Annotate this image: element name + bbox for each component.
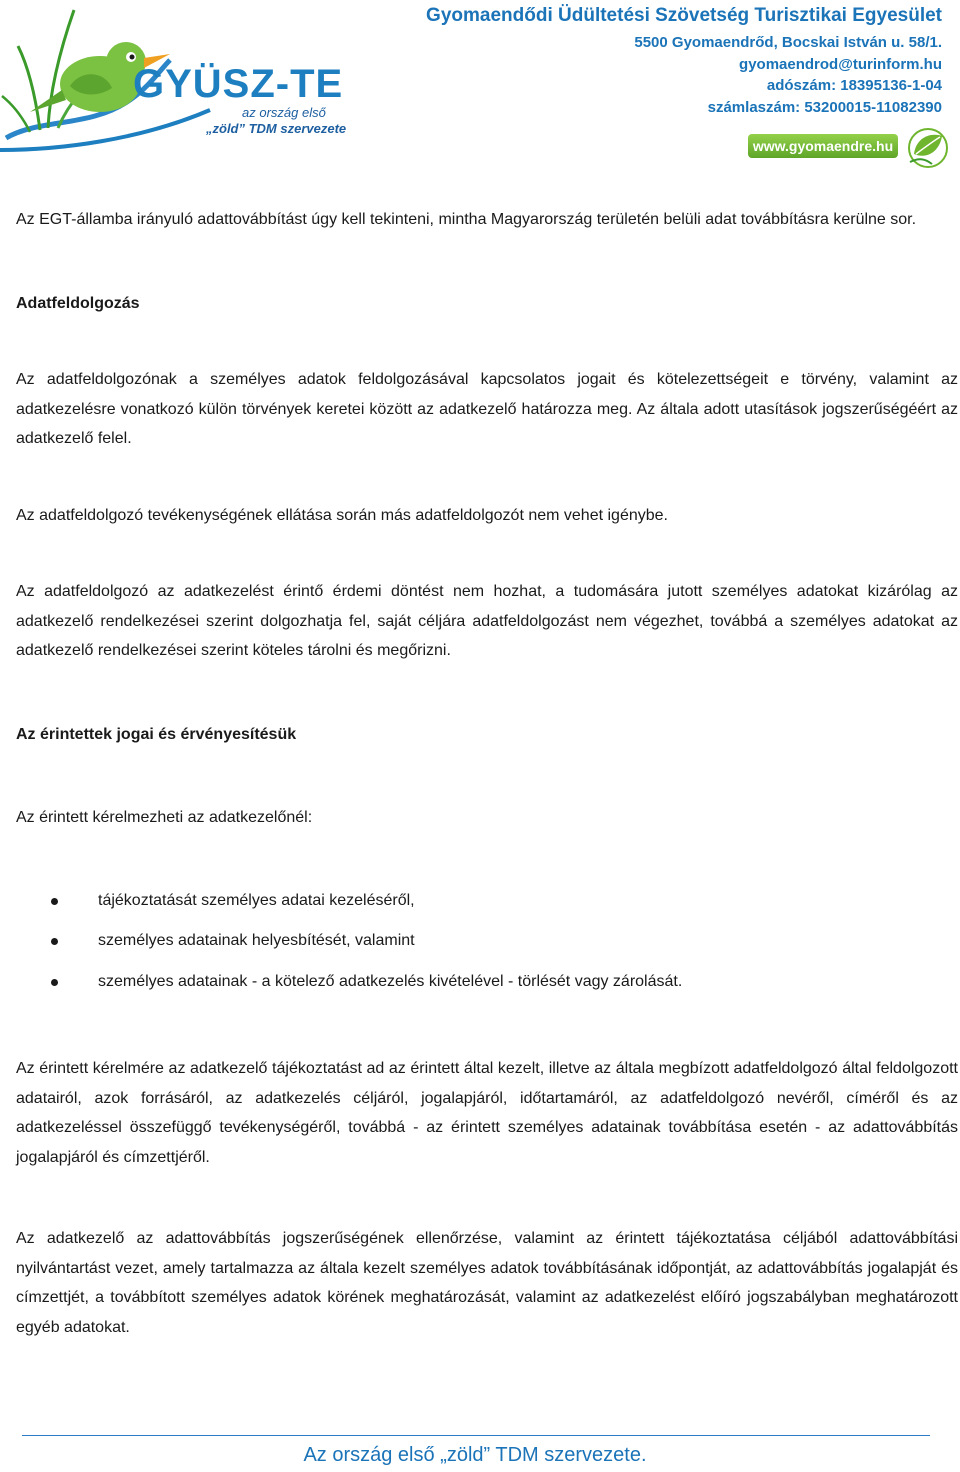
organization-tax-id: adószám: 18395136-1-04 xyxy=(766,77,942,94)
section-heading-erintettek-jogai: Az érintettek jogai és érvényesítésük xyxy=(16,725,297,743)
organization-address: 5500 Gyomaendrőd, Bocskai István u. 58/1. xyxy=(634,34,942,51)
list-item xyxy=(16,921,958,962)
logo-subtitle-line2: „zöld” TDM szervezete xyxy=(206,121,347,136)
letterhead xyxy=(0,0,960,175)
paragraph-erdemi-dontes: Az adatfeldolgozó az adatkezelést érintő érdemi döntést nem hozhat, a tudomására jutott személyes adatokat kizárólag az adatkezelő rendelkezései szerint dolgozhatja fel, saját céljára adatfeldolgozást nem végezhet, továbbá a személyes adatokat az adatkezelő rendelkezései szerint köteles tárolni és megőrizni. xyxy=(16,583,958,659)
organization-email[interactable]: gyomaendrod@turinform.hu xyxy=(739,55,942,73)
paragraph-egt: Az EGT-államba irányuló adattovábbítást úgy kell tekinteni, mintha Magyarország területén belüli adat továbbításra kerülne sor. xyxy=(16,211,917,228)
logo-name: GYÜSZ-TE xyxy=(133,62,344,106)
list-item-text: személyes adatainak - a kötelező adatkezelés kivételével - törlését vagy zárolását. xyxy=(98,972,683,990)
footer-divider xyxy=(22,1435,930,1436)
rights-list xyxy=(16,881,958,1003)
document-body xyxy=(16,205,958,1342)
organization-info xyxy=(426,5,942,118)
website-link[interactable]: www.gyomaendre.hu xyxy=(748,134,898,158)
logo-subtitle-line1: az ország első xyxy=(242,105,326,120)
eco-leaf-icon xyxy=(902,124,954,170)
bullet-icon xyxy=(51,898,58,905)
list-item xyxy=(16,962,958,1003)
footer-slogan: Az ország első „zöld” TDM szervezete. xyxy=(303,1444,647,1466)
organization-name: Gyomaendődi Üdültetési Szövetség Turisztikai Egyesület xyxy=(426,5,942,26)
organization-logo xyxy=(0,0,380,160)
paragraph-tajekoztatas: Az érintett kérelmére az adatkezelő tájékoztatást ad az érintett által kezelt, illetve az általa megbízott adatfeldolgozó által feldolgozott adatairól, azok forrásáról, az adatkezelés céljáról, jogalapjáról, időtartamáról, az adatfeldolgozó nevéről, címéről és az adatkezeléssel összefüggő tevékenységéről, továbbá - az érintett személyes adatainak továbbítása esetén - az adattovábbítás jogalapjáról és címzettjéről. xyxy=(16,1060,958,1166)
paragraph-nyilvantartas: Az adatkezelő az adattovábbítás jogszerűségének ellenőrzése, valamint az érintett tájékoztatása céljából adattovábbítási nyilvántartást vezet, amely tartalmazza az általa kezelt személyes adatok továbbításának időpontját, az adattovábbítás jogalapját és címzettjét, a továbbított személyes adatok körének meghatározását, valamint az adatkezelést előíró jogszabályban meghatározott egyéb adatokat. xyxy=(16,1230,958,1336)
paragraph-mas-adatfeldolgozo: Az adatfeldolgozó tevékenységének ellátása során más adatfeldolgozót nem vehet igénybe. xyxy=(16,506,668,524)
list-item-text: személyes adatainak helyesbítését, valamint xyxy=(98,932,415,949)
section-heading-adatfeldolgozas: Adatfeldolgozás xyxy=(16,294,140,312)
paragraph-kerelmezheti: Az érintett kérelmezheti az adatkezelőnél: xyxy=(16,809,313,826)
list-item-text: tájékoztatását személyes adatai kezeléséről, xyxy=(98,891,415,909)
list-item xyxy=(16,881,958,922)
bullet-icon xyxy=(51,979,58,986)
paragraph-adatfeldolgozo-jogai: Az adatfeldolgozónak a személyes adatok feldolgozásával kapcsolatos jogait és kötelezettségeit e törvény, valamint az adatkezelésre vonatkozó külön törvények keretei között az adatkezelő határozza meg. Az általa adott utasítások jogszerűségéért az adatkezelő felel. xyxy=(16,371,958,447)
bullet-icon xyxy=(51,938,58,945)
organization-account: számlaszám: 53200015-11082390 xyxy=(707,98,942,116)
